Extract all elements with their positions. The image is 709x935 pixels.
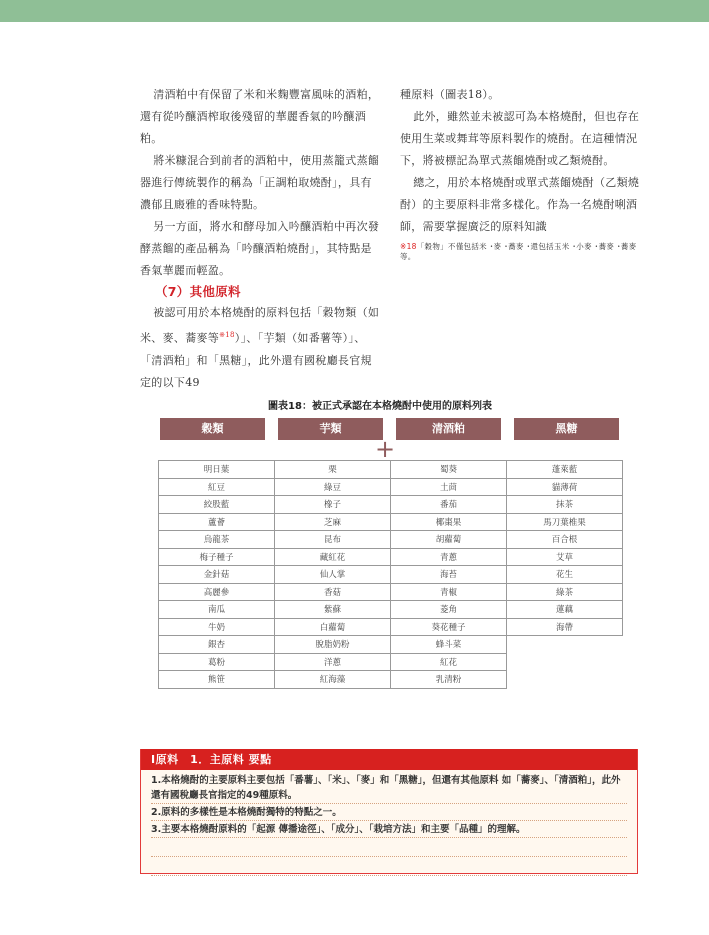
table-cell: 藏紅花 xyxy=(275,548,391,566)
table-row xyxy=(159,618,623,636)
footnote-mark: ※18 xyxy=(400,242,417,251)
footnote xyxy=(400,242,642,262)
table-cell: 乳清粉 xyxy=(391,671,507,689)
table-cell: 牛奶 xyxy=(159,618,275,636)
table-row xyxy=(159,478,623,496)
table-row xyxy=(159,531,623,549)
table-cell: 紅花 xyxy=(391,653,507,671)
footnote-text: 「穀物」不僅包括米 ･麥 ･蕎麥 ･還包括玉米 ･小麥 ･蕎麥 ･蕎麥等。 xyxy=(400,242,637,261)
table-cell: 洋蔥 xyxy=(275,653,391,671)
table-cell: 熊笹 xyxy=(159,671,275,689)
table-cell: 紫蘇 xyxy=(275,601,391,619)
table-cell: 胡蘿蔔 xyxy=(391,531,507,549)
category-potatoes: 芋類 xyxy=(278,418,383,440)
table-cell: 葵花種子 xyxy=(391,618,507,636)
table-cell: 抹茶 xyxy=(507,496,623,514)
table-cell: 蜀葵 xyxy=(391,461,507,479)
category-brown-sugar: 黑糖 xyxy=(514,418,619,440)
table-cell: 菱角 xyxy=(391,601,507,619)
table-cell: 海苔 xyxy=(391,566,507,584)
summary-item: 2.原料的多樣性是本格燒酎獨特的特點之一。 xyxy=(151,804,627,821)
summary-blank-line xyxy=(151,857,627,876)
table-cell: 栗 xyxy=(275,461,391,479)
table-cell: 橡子 xyxy=(275,496,391,514)
table-cell: 綠豆 xyxy=(275,478,391,496)
summary-item: 3.主要本格燒酎原料的「起源 傳播途徑」、「成分」、「栽培方法」和主要「品種」的理解。 xyxy=(151,821,627,838)
summary-title: Ⅰ原料 1．主原料 要點 xyxy=(141,749,637,770)
table-cell: 貓薄荷 xyxy=(507,478,623,496)
right-text-column xyxy=(400,84,642,262)
table-cell: 銀杏 xyxy=(159,636,275,654)
summary-blank-line xyxy=(151,838,627,857)
table-cell: 烏龍茶 xyxy=(159,531,275,549)
table-cell: 南瓜 xyxy=(159,601,275,619)
table-cell: 馬刀葉椎果 xyxy=(507,513,623,531)
table-cell: 百合根 xyxy=(507,531,623,549)
table-cell: 花生 xyxy=(507,566,623,584)
paragraph: 種原料（圖表18）。 xyxy=(400,88,500,101)
table-row xyxy=(159,636,623,654)
table-row xyxy=(159,583,623,601)
paragraph: 此外，雖然並未被認可為本格燒酎，但也存在使用生菜或舞茸等原料製作的燒酎。在這種情況下，將被標記為單式蒸餾燒酎或乙類燒酎。 xyxy=(400,110,640,167)
table-row xyxy=(159,653,623,671)
left-text-column xyxy=(140,84,380,394)
table-cell: 海帶 xyxy=(507,618,623,636)
table-cell: 白蘿蔔 xyxy=(275,618,391,636)
table-cell: 艾草 xyxy=(507,548,623,566)
top-color-bar xyxy=(0,0,709,22)
summary-list xyxy=(141,770,637,876)
table-cell: 葛粉 xyxy=(159,653,275,671)
table-cell: 蜂斗菜 xyxy=(391,636,507,654)
summary-item: 1.本格燒酎的主要原料主要包括「番薯」、「米」、「麥」和「黑糖」，但還有其他原料 如「蕎麥」、「清酒粕」，此外 還有國稅廳長官指定的49種原料。 xyxy=(151,772,627,804)
paragraph-text: 被認可用於本格燒酎的原料包括「穀物類（如米、麥、蕎麥等 xyxy=(140,306,380,345)
table-cell: 青椒 xyxy=(391,583,507,601)
paragraph: 清酒粕中有保留了米和米麴豐富風味的酒粕，還有從吟釀酒榨取後殘留的華麗香氣的吟釀酒粕。 xyxy=(140,88,380,145)
table-cell: 昆布 xyxy=(275,531,391,549)
summary-box xyxy=(140,749,638,874)
table-cell: 番茄 xyxy=(391,496,507,514)
table-cell: 椰棗果 xyxy=(391,513,507,531)
table-cell xyxy=(507,671,623,689)
table-row xyxy=(159,671,623,689)
table-row xyxy=(159,513,623,531)
footnote-reference: ※18 xyxy=(219,331,235,339)
plus-icon: + xyxy=(374,435,396,463)
category-grains: 穀類 xyxy=(160,418,265,440)
table-cell: 明日葉 xyxy=(159,461,275,479)
table-row xyxy=(159,461,623,479)
table-cell: 金針菇 xyxy=(159,566,275,584)
table-cell: 綠茶 xyxy=(507,583,623,601)
table-cell: 紅豆 xyxy=(159,478,275,496)
table-cell: 芝麻 xyxy=(275,513,391,531)
table-cell: 絞股藍 xyxy=(159,496,275,514)
table-cell: 土茴 xyxy=(391,478,507,496)
table-cell: 蘆薈 xyxy=(159,513,275,531)
table-cell: 脫脂奶粉 xyxy=(275,636,391,654)
table-cell xyxy=(507,636,623,654)
table-cell: 高麗參 xyxy=(159,583,275,601)
table-row xyxy=(159,496,623,514)
table-cell: 青蔥 xyxy=(391,548,507,566)
table-cell: 蓮藕 xyxy=(507,601,623,619)
paragraph: 另一方面，將水和酵母加入吟釀酒粕中再次發酵蒸餾的產品稱為「吟釀酒粕燒酎」，其特點是香氣華麗而輕盈。 xyxy=(140,220,380,277)
category-sake-lees: 清酒粕 xyxy=(396,418,501,440)
section-heading: （7）其他原料 xyxy=(155,284,241,299)
table-cell: 香菇 xyxy=(275,583,391,601)
table-cell: 紅海藻 xyxy=(275,671,391,689)
paragraph: 總之，用於本格燒酎或單式蒸餾燒酎（乙類燒酎）的主要原料非常多樣化。作為一名燒酎唎酒師，需要掌握廣泛的原料知識 xyxy=(400,176,640,233)
figure-title: 圖表18：被正式承認在本格燒酎中使用的原料列表 xyxy=(268,401,492,412)
table-row xyxy=(159,601,623,619)
table-cell xyxy=(507,653,623,671)
table-cell: 仙人掌 xyxy=(275,566,391,584)
ingredient-table xyxy=(158,460,623,689)
table-row xyxy=(159,566,623,584)
paragraph-text: ）」、「芋類（如番薯等）」、「清酒粕」和「黑糖」，此外還有國稅廳長官規定的以下49 xyxy=(140,331,372,389)
table-row xyxy=(159,548,623,566)
table-cell: 蓬萊藍 xyxy=(507,461,623,479)
paragraph xyxy=(140,302,380,394)
table-cell: 梅子種子 xyxy=(159,548,275,566)
paragraph: 將米糠混合到前者的酒粕中，使用蒸籠式蒸餾器進行傳統製作的稱為「正調粕取燒酎」，具有濃郁且廄雅的香味特點。 xyxy=(140,154,380,211)
